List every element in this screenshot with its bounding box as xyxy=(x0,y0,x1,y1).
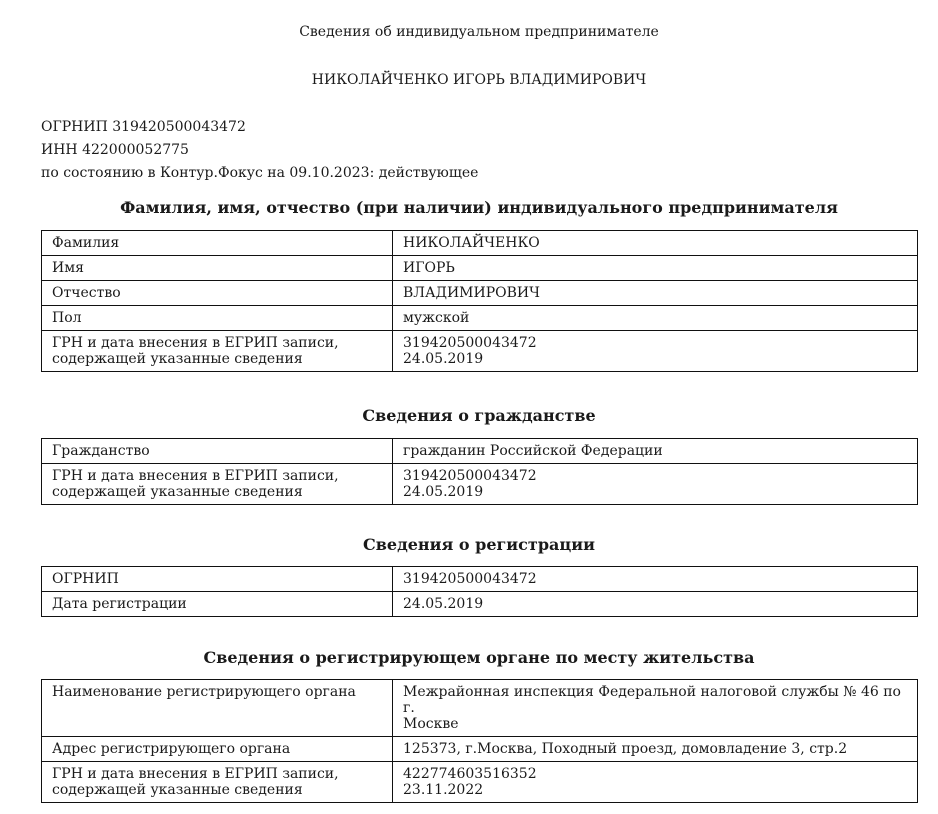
row-label xyxy=(42,464,393,505)
row-label xyxy=(42,331,393,372)
row-value xyxy=(393,464,918,505)
table-row xyxy=(42,464,918,505)
table-row xyxy=(42,567,918,592)
row-label: Адрес регистрирующего органа xyxy=(42,737,393,762)
section-title-fio: Фамилия, имя, отчество (при наличии) индивидуального предпринимателя xyxy=(120,198,838,217)
row-label-line: содержащей указанные сведения xyxy=(52,351,303,367)
table-row xyxy=(42,331,918,372)
grn-date: 24.05.2019 xyxy=(403,484,484,500)
table-row xyxy=(42,231,918,256)
table-row xyxy=(42,592,918,617)
table-row xyxy=(42,737,918,762)
citizenship-table xyxy=(41,438,918,505)
row-label-line: ГРН и дата внесения в ЕГРИП записи, xyxy=(52,468,339,484)
row-label: Фамилия xyxy=(42,231,393,256)
grn-date: 24.05.2019 xyxy=(403,351,484,367)
table-row xyxy=(42,439,918,464)
inn-line: ИНН 422000052775 xyxy=(41,142,189,158)
row-label: Наименование регистрирующего органа xyxy=(42,680,393,737)
row-value: 24.05.2019 xyxy=(393,592,918,617)
row-value xyxy=(393,331,918,372)
entrepreneur-name: НИКОЛАЙЧЕНКО ИГОРЬ ВЛАДИМИРОВИЧ xyxy=(311,72,647,88)
row-label: Пол xyxy=(42,306,393,331)
grn-number: 319420500043472 xyxy=(403,335,537,351)
row-value: 125373, г.Москва, Походный проезд, домовладение 3, стр.2 xyxy=(393,737,918,762)
row-label: Гражданство xyxy=(42,439,393,464)
row-label-line: ГРН и дата внесения в ЕГРИП записи, xyxy=(52,766,339,782)
row-value: ВЛАДИМИРОВИЧ xyxy=(393,281,918,306)
fio-table xyxy=(41,230,918,372)
row-value xyxy=(393,680,918,737)
table-row xyxy=(42,762,918,803)
row-value: 319420500043472 xyxy=(393,567,918,592)
grn-number: 319420500043472 xyxy=(403,468,537,484)
status-line: по состоянию в Контур.Фокус на 09.10.2023: действующее xyxy=(41,165,479,181)
grn-date: 23.11.2022 xyxy=(403,782,484,798)
ogrnip-line: ОГРНИП 319420500043472 xyxy=(41,119,246,135)
authority-name-line: Москве xyxy=(403,716,459,732)
row-label-line: содержащей указанные сведения xyxy=(52,484,303,500)
row-label xyxy=(42,762,393,803)
table-row xyxy=(42,281,918,306)
row-value xyxy=(393,762,918,803)
section-title-registration: Сведения о регистрации xyxy=(363,535,595,554)
row-label: ОГРНИП xyxy=(42,567,393,592)
authority-name-line: Межрайонная инспекция Федеральной налоговой службы № 46 по г. xyxy=(403,684,901,716)
table-row xyxy=(42,680,918,737)
document-title: Сведения об индивидуальном предпринимателе xyxy=(299,24,659,40)
row-value: ИГОРЬ xyxy=(393,256,918,281)
grn-number: 422774603516352 xyxy=(403,766,537,782)
registration-table xyxy=(41,566,918,617)
table-row xyxy=(42,306,918,331)
section-title-citizenship: Сведения о гражданстве xyxy=(362,406,596,425)
row-value: мужской xyxy=(393,306,918,331)
row-value: НИКОЛАЙЧЕНКО xyxy=(393,231,918,256)
section-title-authority: Сведения о регистрирующем органе по месту жительства xyxy=(203,648,755,667)
row-label: Дата регистрации xyxy=(42,592,393,617)
table-row xyxy=(42,256,918,281)
authority-table xyxy=(41,679,918,803)
row-value: гражданин Российской Федерации xyxy=(393,439,918,464)
row-label: Отчество xyxy=(42,281,393,306)
row-label-line: содержащей указанные сведения xyxy=(52,782,303,798)
row-label-line: ГРН и дата внесения в ЕГРИП записи, xyxy=(52,335,339,351)
row-label: Имя xyxy=(42,256,393,281)
